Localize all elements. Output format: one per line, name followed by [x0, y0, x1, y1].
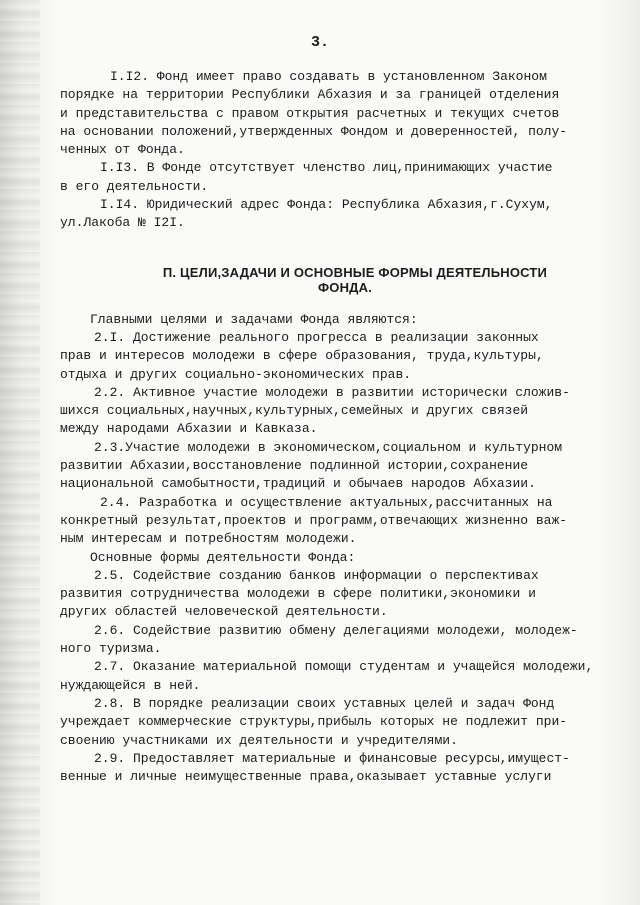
section-intro: Главными целями и задачами Фонда являются:	[90, 311, 418, 327]
paragraph-1-13	[60, 159, 600, 196]
paragraph-2-7	[60, 658, 600, 695]
paragraph-1-12	[60, 68, 600, 159]
document-body	[60, 68, 600, 786]
text-line: развитии Абхазии,восстановление подлинной истории,сохранение	[60, 458, 529, 474]
text-line: ул.Лакоба № I2I.	[60, 215, 185, 231]
text-line: I.I3. В Фонде отсутствует членство лиц,принимающих участие	[100, 160, 553, 176]
text-line: отдыха и других социально-экономических прав.	[60, 366, 412, 382]
text-line: 2.7. Оказание материальной помощи студентам и учащейся молодежи,	[94, 659, 594, 675]
section-heading-line-1: П. ЦЕЛИ,ЗАДАЧИ И ОСНОВНЫЕ ФОРМЫ ДЕЯТЕЛЬНОСТИ	[162, 264, 548, 280]
text-line: между народами Абхазии и Кавказа.	[60, 421, 318, 437]
text-line: венные и личные неимущественные права,оказывает уставные услуги	[60, 769, 552, 785]
text-line: шихся социальных,научных,культурных,семейных и других связей	[60, 403, 529, 419]
text-line: и представительства с правом открытия расчетных и текущих счетов	[60, 105, 560, 121]
paragraph-2-3	[60, 439, 600, 494]
paragraph-1-14	[60, 196, 600, 233]
text-line: национальной самобытности,традиций и обычаев народов Абхазии.	[60, 476, 536, 492]
text-line: 2.I. Достижение реального прогресса в реализации законных	[94, 329, 539, 345]
text-line: ного туризма.	[60, 641, 162, 657]
text-line: 2.5. Содействие созданию банков информации о перспективах	[94, 567, 539, 583]
page-number: 3.	[310, 34, 329, 51]
text-line: 2.6. Содействие развитию обмену делегациями молодежи, молодеж-	[94, 622, 578, 638]
text-line: I.I2. Фонд имеет право создавать в установленном Законом	[110, 69, 547, 84]
section-heading	[60, 265, 600, 295]
text-line: прав и интересов молодежи в сфере образования, труда,культуры,	[60, 348, 544, 364]
text-line: 2.2. Активное участие молодежи в развитии исторически сложив-	[94, 384, 570, 400]
paragraph-2-2	[60, 384, 600, 439]
paragraph-2-1	[60, 329, 600, 384]
text-line: конкретный результат,проектов и программ,отвечающих жизненно важ-	[60, 512, 568, 528]
text-line: ным интересам и потребностям молодежи.	[60, 531, 357, 547]
paragraph-2-4	[60, 494, 600, 549]
text-line: 2.3.Участие молодежи в экономическом,социальном и культурном	[94, 439, 563, 455]
text-line: 2.4. Разработка и осуществление актуальных,рассчитанных на	[100, 494, 553, 510]
text-line: I.I4. Юридический адрес Фонда: Республика Абхазия,г.Сухум,	[100, 197, 553, 213]
text-line: развития сотрудничества молодежи в сфере политики,экономики и	[60, 586, 536, 602]
text-line: своению участниками их деятельности и учредителями.	[60, 732, 458, 748]
text-line: нуждающейся в ней.	[60, 677, 201, 693]
text-line: 2.8. В порядке реализации своих уставных целей и задач Фонд	[94, 695, 555, 711]
text-line: других областей человеческой деятельности.	[60, 604, 388, 620]
text-line: учреждает коммерческие структуры,прибыль которых не подлежит при-	[60, 714, 568, 730]
text-line: ченных от Фонда.	[60, 142, 185, 158]
text-line: порядке на территории Республики Абхазия и за границей отделения	[60, 87, 560, 103]
paragraph-2-6	[60, 622, 600, 659]
text-line: на основании положений,утвержденных Фондом и доверенностей, полу-	[60, 123, 568, 139]
forms-intro: Основные формы деятельности Фонда:	[90, 549, 356, 565]
scan-edge-shadow	[0, 0, 40, 905]
section-heading-line-2: ФОНДА.	[317, 279, 373, 295]
paragraph-2-8	[60, 695, 600, 750]
paragraph-2-9	[60, 750, 600, 787]
text-line: 2.9. Предоставляет материальные и финансовые ресурсы,имущест-	[94, 750, 570, 766]
paragraph-2-5	[60, 567, 600, 622]
text-line: в его деятельности.	[60, 178, 209, 194]
